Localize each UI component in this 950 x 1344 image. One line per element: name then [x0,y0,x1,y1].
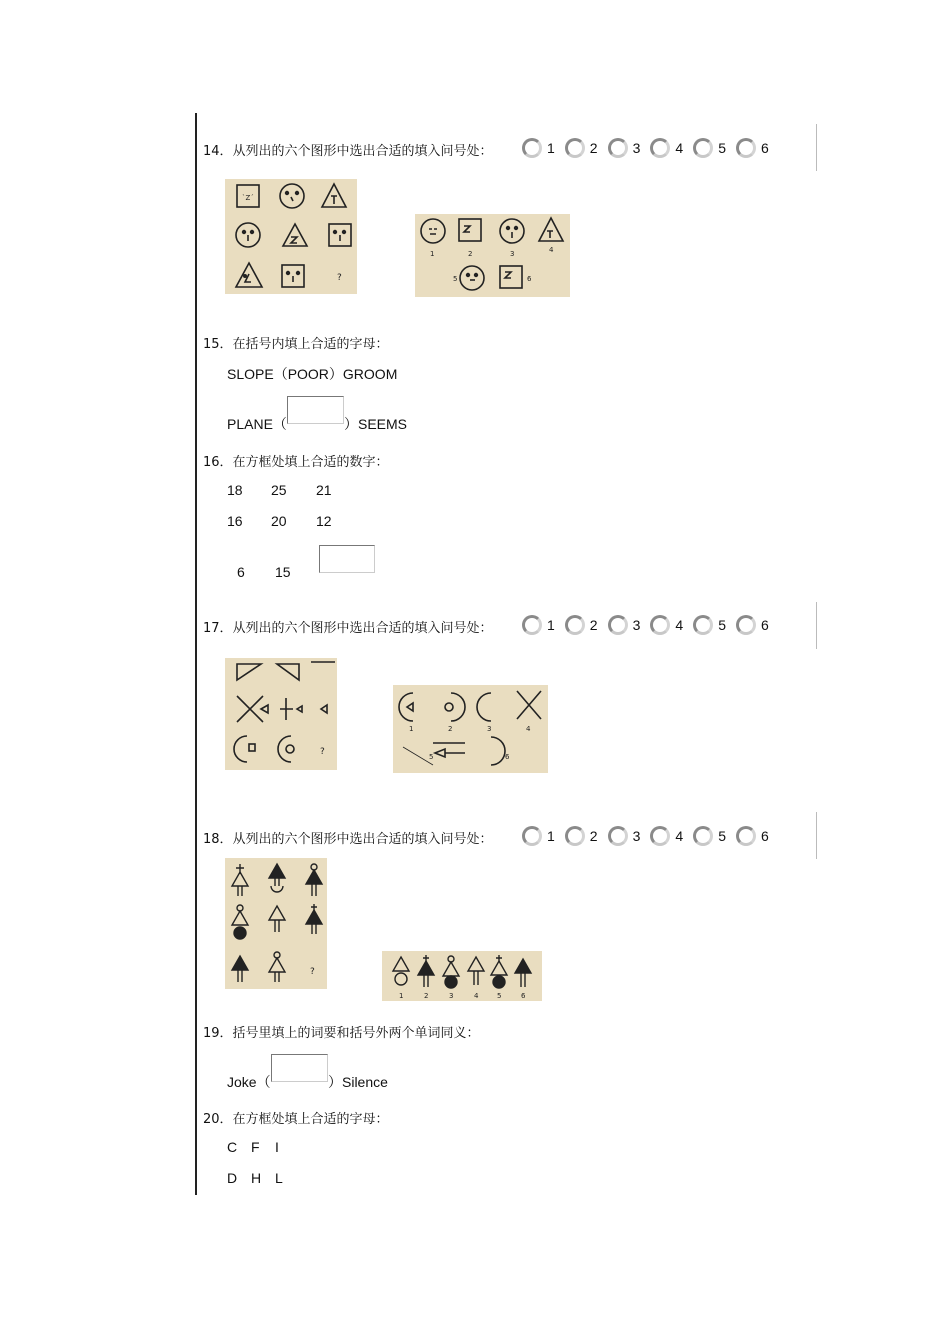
q16-number: 21 [316,482,332,498]
q20-letter: C [227,1139,238,1155]
radio-icon[interactable] [693,615,713,635]
divider [816,124,817,171]
radio-icon[interactable] [736,138,756,158]
q14-option-6[interactable]: 6 [736,138,769,158]
radio-icon[interactable] [608,615,628,635]
q17-option-4[interactable]: 4 [650,615,683,635]
question-20-text: 20．在方框处填上合适的字母： [203,1112,389,1127]
q20-letter: H [251,1170,262,1186]
q14-option-2[interactable]: 2 [565,138,598,158]
q14-puzzle-figure [225,179,357,294]
q16-number: 6 [237,564,245,580]
q18-answer-options-figure [382,951,542,1001]
q14-option-5[interactable]: 5 [693,138,726,158]
divider [816,602,817,649]
q16-answer-input[interactable] [319,545,375,573]
svg-text:3: 3 [487,725,492,733]
q17-option-6[interactable]: 6 [736,615,769,635]
q17-option-5[interactable]: 5 [693,615,726,635]
question-17-text: 17．从列出的六个图形中选出合适的填入问号处： [203,621,493,636]
left-margin-rule [195,113,197,1195]
radio-icon[interactable] [522,615,542,635]
radio-icon[interactable] [650,615,670,635]
q16-number: 25 [271,482,287,498]
svg-text:3: 3 [449,992,454,1000]
q18-option-6[interactable]: 6 [736,826,769,846]
radio-icon[interactable] [650,826,670,846]
radio-icon[interactable] [565,615,585,635]
svg-text:6: 6 [505,753,510,761]
svg-text:2: 2 [448,725,453,733]
q20-letter: D [227,1170,238,1186]
svg-text:1: 1 [399,992,404,1000]
q17-answer-options-figure [393,685,548,773]
q16-number: 16 [227,513,243,529]
svg-text:4: 4 [474,992,479,1000]
question-16-text: 16．在方框处填上合适的数字： [203,455,389,470]
svg-text:ˋZˊ: ˋZˊ [242,194,254,202]
q19-answer-input[interactable] [271,1054,328,1082]
q18-option-3[interactable]: 3 [608,826,641,846]
question-14-text: 14．从列出的六个图形中选出合适的填入问号处： [203,144,493,159]
svg-text:5: 5 [497,992,502,1000]
svg-text:5: 5 [429,753,434,761]
svg-text:2: 2 [424,992,429,1000]
question-18-options [522,822,779,850]
svg-text:6: 6 [521,992,526,1000]
q15-left-word: PLANE（ [227,416,287,432]
question-18-text: 18．从列出的六个图形中选出合适的填入问号处： [203,832,493,847]
q15-right-word: ）SEEMS [344,416,408,432]
radio-icon[interactable] [736,826,756,846]
q17-puzzle-figure [225,658,337,770]
question-19-text: 19．括号里填上的词要和括号外两个单词同义： [203,1026,480,1041]
radio-icon[interactable] [693,826,713,846]
question-mark: ? [337,273,342,283]
q17-option-2[interactable]: 2 [565,615,598,635]
q20-letter: L [275,1170,283,1186]
q18-puzzle-figure [225,858,327,989]
radio-icon[interactable] [693,138,713,158]
svg-text:4: 4 [526,725,531,733]
question-17-options [522,611,779,639]
q16-number: 15 [275,564,291,580]
svg-text:5: 5 [453,275,458,283]
question-mark: ? [320,747,325,757]
q15-answer-input[interactable] [287,396,344,424]
radio-icon[interactable] [608,138,628,158]
radio-icon[interactable] [522,826,542,846]
q19-left-word: Joke（ [227,1074,271,1090]
q14-option-3[interactable]: 3 [608,138,641,158]
question-mark: ? [310,967,315,977]
q16-number: 12 [316,513,332,529]
radio-icon[interactable] [736,615,756,635]
svg-text:3: 3 [510,250,515,258]
radio-icon[interactable] [608,826,628,846]
svg-text:6: 6 [527,275,532,283]
q16-number: 18 [227,482,243,498]
svg-text:4: 4 [549,246,554,254]
q19-right-word: ）Silence [328,1074,388,1090]
radio-icon[interactable] [650,138,670,158]
q17-option-1[interactable]: 1 [522,615,555,635]
q18-option-5[interactable]: 5 [693,826,726,846]
q15-example: SLOPE（POOR）GROOM [227,366,398,382]
q20-letter: I [275,1139,279,1155]
q14-option-4[interactable]: 4 [650,138,683,158]
radio-icon[interactable] [522,138,542,158]
question-15-text: 15．在括号内填上合适的字母： [203,337,389,352]
svg-text:1: 1 [409,725,414,733]
radio-icon[interactable] [565,138,585,158]
q16-number: 20 [271,513,287,529]
q14-answer-options-figure [415,214,570,297]
q14-option-1[interactable]: 1 [522,138,555,158]
radio-icon[interactable] [565,826,585,846]
q17-option-3[interactable]: 3 [608,615,641,635]
svg-text:2: 2 [468,250,473,258]
q18-option-1[interactable]: 1 [522,826,555,846]
q20-letter: F [251,1139,260,1155]
divider [816,812,817,859]
question-14-options [522,134,779,162]
svg-text:1: 1 [430,250,435,258]
q18-option-2[interactable]: 2 [565,826,598,846]
q18-option-4[interactable]: 4 [650,826,683,846]
